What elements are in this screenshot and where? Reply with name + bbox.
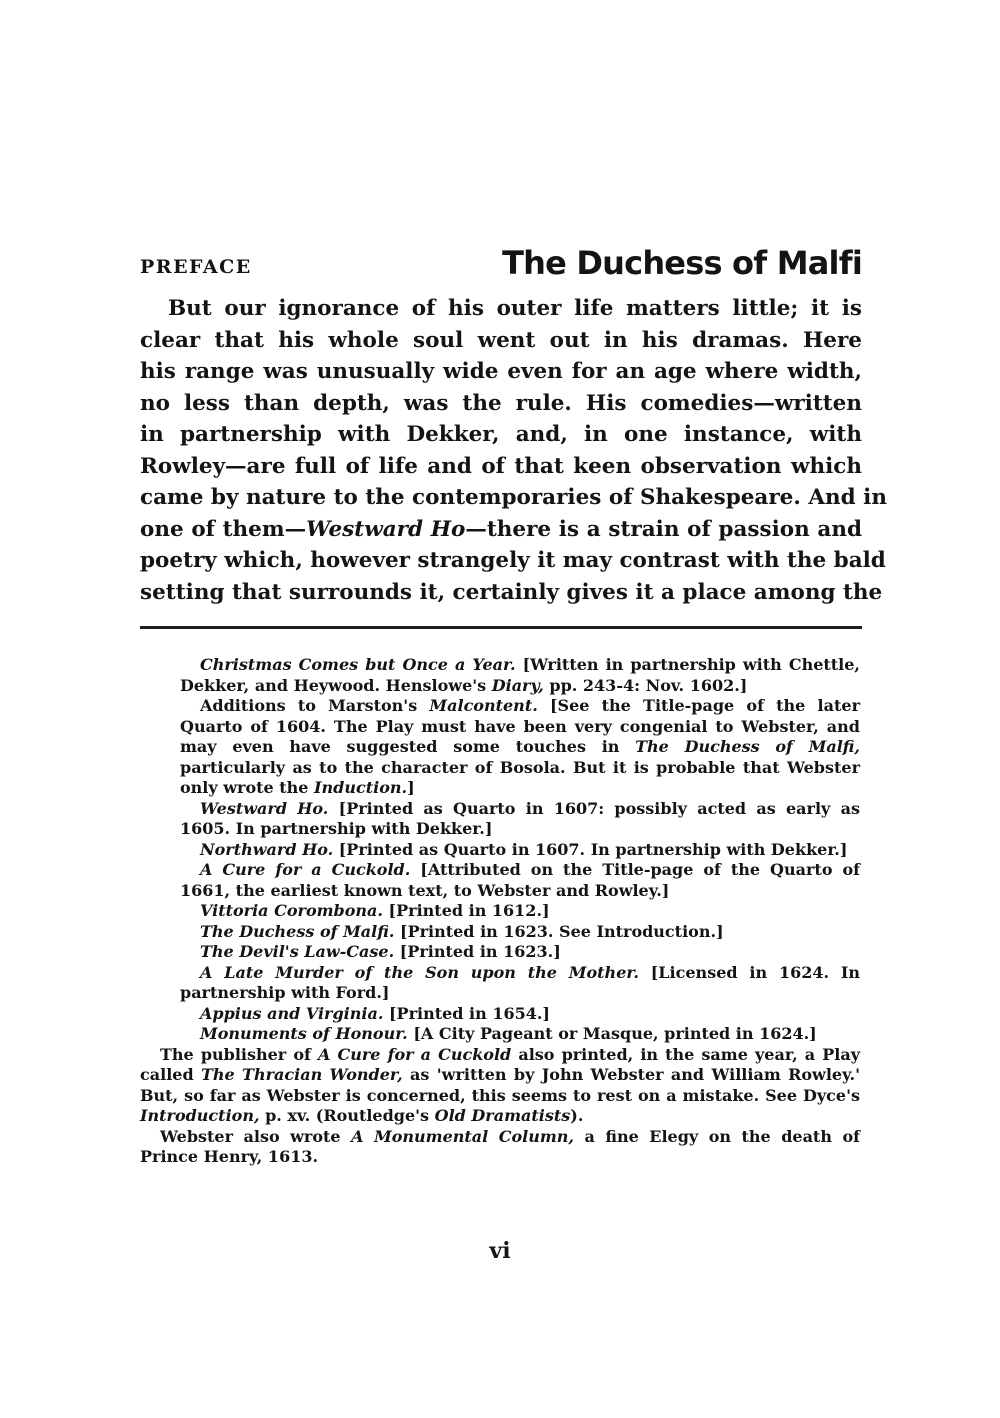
remark-text: Webster also wrote <box>160 1126 352 1146</box>
footnote-remark <box>140 1127 860 1168</box>
footnote-entry <box>180 1024 860 1045</box>
work-title: Introduction, <box>140 1106 260 1125</box>
footnote-entry <box>180 1004 860 1025</box>
body-line: poetry which, however strangely it may contrast with the bald <box>140 548 886 573</box>
running-header <box>140 236 862 282</box>
section-label: PREFACE <box>140 256 252 278</box>
footnote-entry <box>180 901 860 922</box>
work-note: [A City Pageant or Masque, printed in 1624.] <box>407 1024 817 1043</box>
footnotes <box>140 655 860 1168</box>
footnote-entry <box>180 696 860 799</box>
body-line: his range was unusually wide even for an age where width, <box>140 359 862 384</box>
work-title: Northward Ho. <box>200 839 334 859</box>
body-line: Rowley—are full of life and of that keen observation which <box>140 453 862 479</box>
remark-text: also printed, in the same year, a Play called <box>140 1044 861 1084</box>
footnote-entry <box>180 840 860 861</box>
body-line: in partnership with Dekker, and, in one instance, with <box>140 422 862 447</box>
work-title: Christmas Comes but Once a Year. <box>200 655 516 674</box>
work-title: A Monumental Column, <box>351 1126 574 1146</box>
work-title: Diary, <box>491 675 544 695</box>
work-note: [Printed in 1623. See Introduction.] <box>394 921 724 941</box>
body-line: clear that his whole soul went out in his dramas. Here <box>140 327 862 353</box>
work-title: A Late Murder of the Son upon the Mother. <box>200 962 639 982</box>
page-number: vi <box>489 1238 511 1264</box>
work-title: A Cure for a Cuckold. <box>200 860 411 879</box>
body-paragraph <box>140 293 887 608</box>
work-note: pp. 243-4: Nov. 1602.] <box>543 675 748 695</box>
work-title: Old Dramatists <box>434 1106 571 1125</box>
remark-text: The publisher of <box>160 1044 318 1064</box>
work-note: [See the Title-page of the later Quarto of 1604. The Play must have been very congenial to Webster, and may even have suggested some touches in <box>180 696 860 756</box>
work-title: Vittoria Corombona. <box>200 901 383 920</box>
play-title: Westward Ho <box>306 516 466 542</box>
work-note: [Printed in 1623.] <box>394 942 561 961</box>
work-title: Induction. <box>314 778 408 797</box>
work-title: The Thracian Wonder, <box>200 1065 403 1084</box>
body-line: setting that surrounds it, certainly gives it a place among the <box>140 579 883 605</box>
work-title: Monuments of Honour. <box>200 1024 408 1043</box>
remark-text: a fine Elegy on the death of Prince Henry, 1613. <box>140 1126 861 1166</box>
work-note: ] <box>407 778 415 797</box>
footnote-entry <box>180 860 860 901</box>
remark-text: p. xv. (Routledge's <box>259 1106 435 1125</box>
body-line <box>140 514 862 546</box>
work-title: Appius and Virginia. <box>200 1003 384 1023</box>
work-title: The Duchess of Malfi. <box>200 921 395 941</box>
work-title: Malcontent. <box>429 696 538 715</box>
work-title: Westward Ho. <box>200 798 329 818</box>
body-line: But our ignorance of his outer life matters little; it is <box>168 296 862 321</box>
footnote-entry <box>180 799 860 840</box>
footnote-entry <box>180 922 860 943</box>
body-text: one of them— <box>140 516 307 542</box>
footnote-entry <box>180 942 860 963</box>
body-line: came by nature to the contemporaries of Shakespeare. And in <box>140 485 887 510</box>
work-title: A Cure for a Cuckold <box>317 1044 512 1064</box>
work-title: The Devil's Law-Case. <box>200 942 395 961</box>
footnote-entry <box>180 963 860 1004</box>
work-note: Additions to Marston's <box>200 696 430 715</box>
footnote-divider <box>140 626 862 629</box>
work-note: [Printed as Quarto in 1607. In partnership with Dekker.] <box>333 839 848 859</box>
work-note: [Printed as Quarto in 1607: possibly acted as early as 1605. In partnership with Dekker.] <box>180 798 861 838</box>
remark-text: ). <box>570 1106 584 1125</box>
body-line: no less than depth, was the rule. His comedies—written <box>140 390 862 416</box>
work-note: [Licensed in 1624. In partnership with Ford.] <box>180 962 860 1002</box>
work-title: The Duchess of Malfi, <box>635 737 860 756</box>
work-note: [Written in partnership with Chettle, Dekker, and Heywood. Henslowe's <box>180 655 860 695</box>
work-note: [Printed in 1612.] <box>382 901 550 920</box>
running-title: The Duchess of Malfi <box>502 244 862 282</box>
footnote-remark <box>140 1045 860 1127</box>
work-note: particularly as to the character of Bosola. But it is probable that Webster only wrote the <box>180 757 860 797</box>
body-text: —there is a strain of passion and <box>465 516 863 542</box>
work-note: [Attributed on the Title-page of the Quarto of 1661, the earliest known text, to Webster and Rowley.] <box>180 860 860 900</box>
footnote-entry <box>180 655 860 696</box>
remark-text: as 'written by John Webster and William Rowley.' But, so far as Webster is concerned, this seems to rest on a mistake. See Dyce's <box>140 1065 861 1105</box>
work-note: [Printed in 1654.] <box>383 1003 550 1023</box>
